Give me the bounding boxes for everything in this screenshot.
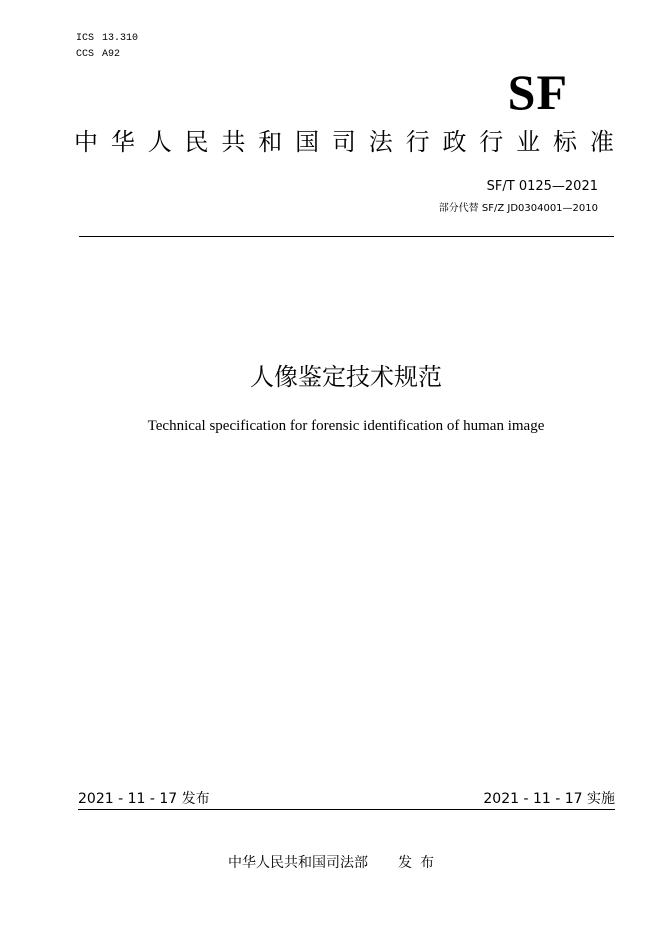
- ccs-code: A92: [102, 49, 121, 60]
- category-char: 民: [184, 128, 209, 156]
- ccs-classification: [76, 49, 120, 61]
- replaces-note: 部分代替 SF/Z JD0304001—2010: [438, 203, 598, 214]
- category-char: 标: [552, 128, 577, 156]
- category-char: 华: [110, 128, 135, 156]
- category-char: 法: [368, 128, 393, 156]
- sf-logo: SF: [507, 64, 568, 120]
- category-char: 国: [295, 128, 320, 156]
- ics-classification: [76, 33, 138, 45]
- issue-date: 2021 - 11 - 17 发布: [78, 791, 210, 807]
- category-char: 业: [516, 128, 541, 156]
- issuer: [228, 853, 442, 873]
- standard-number: SF/T 0125—2021: [486, 179, 598, 194]
- document-title-cn: 人像鉴定技术规范: [250, 363, 442, 391]
- header-divider: [79, 236, 614, 237]
- category-char: 共: [221, 128, 246, 156]
- category-char: 司: [331, 128, 356, 156]
- standard-category: [74, 126, 614, 158]
- category-char: 中: [74, 128, 98, 156]
- category-char: 行: [479, 128, 504, 156]
- category-char: 准: [589, 128, 614, 156]
- ics-code: 13.310: [102, 33, 139, 44]
- effective-date: 2021 - 11 - 17 实施: [483, 791, 615, 807]
- ics-label: ICS: [76, 33, 95, 44]
- issuer-action: 发布: [398, 855, 442, 871]
- ccs-label: CCS: [76, 49, 95, 60]
- footer-divider: [78, 809, 615, 810]
- document-title-en: Technical specification for forensic identification of human image: [147, 418, 545, 434]
- category-char: 人: [147, 128, 172, 156]
- issuer-name: 中华人民共和国司法部: [228, 855, 368, 871]
- category-char: 和: [258, 128, 283, 156]
- category-char: 政: [442, 128, 467, 156]
- category-char: 行: [405, 128, 430, 156]
